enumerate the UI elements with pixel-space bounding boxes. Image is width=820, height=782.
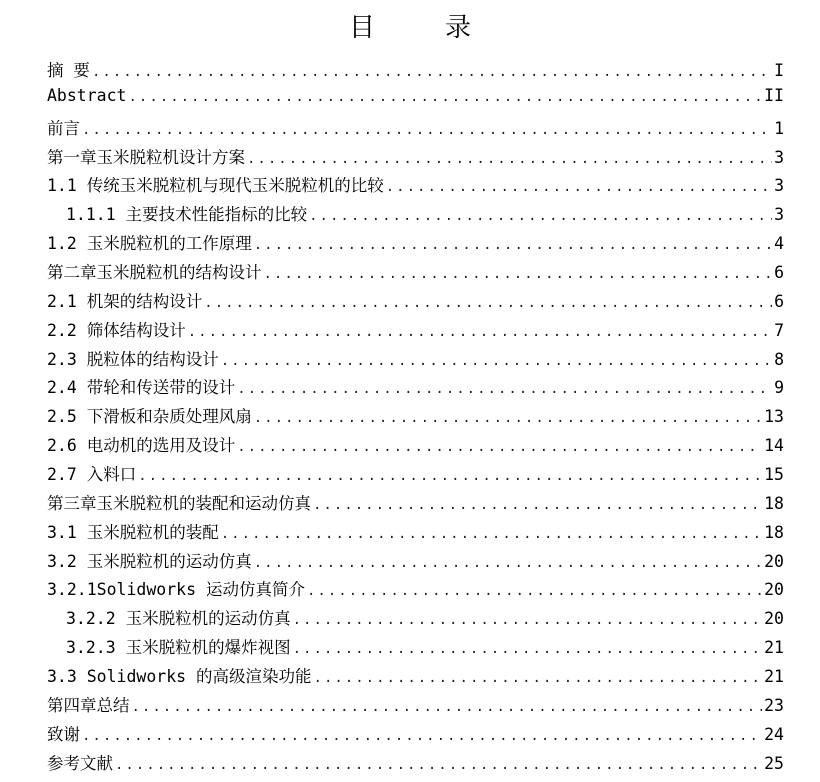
toc-entry-page: 20 <box>764 551 784 571</box>
toc-leader-dots <box>309 208 772 224</box>
toc-entry-label: 2.7 入料口 <box>47 465 137 485</box>
toc-entry-label: 1.1 传统玉米脱粒机与现代玉米脱粒机的比较 <box>47 176 384 196</box>
toc-leader-dots <box>132 699 763 715</box>
toc-leader-dots <box>314 670 763 686</box>
toc-leader-dots <box>254 555 762 571</box>
toc-entry-page: 7 <box>774 320 784 340</box>
toc-leader-dots <box>221 353 772 369</box>
toc-entry[interactable] <box>47 259 784 288</box>
toc-leader-dots <box>237 439 762 455</box>
toc-entry[interactable] <box>47 634 784 663</box>
toc-entry[interactable] <box>47 115 784 144</box>
toc-entry-page: 9 <box>774 378 784 398</box>
toc-entry[interactable] <box>47 548 784 577</box>
toc-entry-page: 25 <box>764 753 784 773</box>
toc-leader-dots <box>188 324 772 340</box>
toc-entry-label: 3.2.1Solidworks 运动仿真简介 <box>47 580 305 600</box>
toc-entry-page: 4 <box>774 234 784 254</box>
toc-entry-label: 1.1.1 主要技术性能指标的比较 <box>66 205 308 225</box>
toc-entry-label: 第一章玉米脱粒机设计方案 <box>47 147 245 167</box>
toc-leader-dots <box>237 381 772 397</box>
toc-entry[interactable] <box>47 721 784 750</box>
toc-entry[interactable] <box>47 461 784 490</box>
toc-entry[interactable] <box>47 605 784 634</box>
toc-entry-label: 2.3 脱粒体的结构设计 <box>47 349 219 369</box>
toc-entry-label: 3.2.3 玉米脱粒机的爆炸视图 <box>66 638 291 658</box>
toc-entry[interactable] <box>47 144 784 173</box>
toc-entry[interactable] <box>47 490 784 519</box>
toc-leader-dots <box>254 237 772 253</box>
toc-entry[interactable] <box>47 663 784 692</box>
toc-entry[interactable] <box>47 374 784 403</box>
toc-entry-page: 18 <box>764 522 784 542</box>
toc-entry-page: 6 <box>774 263 784 283</box>
toc-entry-label: 2.2 筛体结构设计 <box>47 320 186 340</box>
toc-leader-dots <box>254 410 762 426</box>
toc-entry-page: 6 <box>774 291 784 311</box>
toc-entry-label: 前言 <box>47 118 80 138</box>
toc-entry-page: 24 <box>764 724 784 744</box>
toc-leader-dots <box>386 179 772 195</box>
toc-leader-dots <box>82 122 772 138</box>
toc-entry[interactable] <box>47 86 784 115</box>
toc-entry[interactable] <box>47 576 784 605</box>
toc-entry-label: 3.1 玉米脱粒机的装配 <box>47 522 219 542</box>
toc-leader-dots <box>204 295 772 311</box>
toc-entry-page: 15 <box>764 465 784 485</box>
toc-entry-label: 第三章玉米脱粒机的装配和运动仿真 <box>47 493 311 513</box>
toc-leader-dots <box>92 64 772 80</box>
toc-entry-page: 21 <box>764 638 784 658</box>
toc-leader-dots <box>307 583 762 599</box>
toc-entry-label: 第二章玉米脱粒机的结构设计 <box>47 263 262 283</box>
toc-entry-page: 18 <box>764 493 784 513</box>
toc-leader-dots <box>115 757 762 773</box>
toc-leader-dots <box>247 151 772 167</box>
toc-entry-label: Abstract <box>47 85 127 105</box>
toc-entry[interactable] <box>47 403 784 432</box>
page-title: 目 录 <box>348 13 493 43</box>
table-of-contents <box>47 57 784 778</box>
toc-entry-page: I <box>774 61 784 80</box>
toc-entry-page: 3 <box>774 147 784 167</box>
toc-entry-label: 参考文献 <box>47 753 113 773</box>
toc-entry-page: 21 <box>764 667 784 687</box>
toc-entry-page: 13 <box>764 407 784 427</box>
toc-leader-dots <box>293 641 763 657</box>
toc-entry-page: 23 <box>764 695 784 715</box>
toc-entry-label: 2.1 机架的结构设计 <box>47 291 203 311</box>
toc-leader-dots <box>313 497 762 513</box>
toc-entry-page: 3 <box>774 176 784 196</box>
toc-entry[interactable] <box>47 288 784 317</box>
toc-entry-label: 2.6 电动机的选用及设计 <box>47 436 236 456</box>
toc-entry[interactable] <box>47 346 784 375</box>
toc-entry-label: 1.2 玉米脱粒机的工作原理 <box>47 234 252 254</box>
toc-entry-page: 20 <box>764 580 784 600</box>
toc-entry-label: 3.2 玉米脱粒机的运动仿真 <box>47 551 252 571</box>
toc-entry[interactable] <box>47 750 784 779</box>
toc-entry-page: 14 <box>764 436 784 456</box>
toc-entry[interactable] <box>47 692 784 721</box>
toc-entry[interactable] <box>47 432 784 461</box>
toc-entry[interactable] <box>47 317 784 346</box>
toc-leader-dots <box>82 728 762 744</box>
toc-entry-page: 1 <box>774 118 784 138</box>
toc-entry-label: 致谢 <box>47 724 80 744</box>
toc-entry-label: 摘 要 <box>47 61 90 80</box>
toc-leader-dots <box>221 526 762 542</box>
toc-leader-dots <box>293 612 763 628</box>
toc-entry-label: 3.3 Solidworks 的高级渲染功能 <box>47 667 312 687</box>
toc-entry[interactable] <box>47 519 784 548</box>
toc-entry[interactable] <box>47 172 784 201</box>
toc-entry-page: II <box>764 85 784 105</box>
toc-entry-label: 3.2.2 玉米脱粒机的运动仿真 <box>66 609 291 629</box>
toc-entry[interactable] <box>47 201 784 230</box>
toc-entry-page: 3 <box>774 205 784 225</box>
toc-entry-label: 2.5 下滑板和杂质处理风扇 <box>47 407 252 427</box>
toc-entry[interactable] <box>47 230 784 259</box>
toc-entry[interactable] <box>47 57 784 86</box>
toc-leader-dots <box>264 266 773 282</box>
toc-entry-label: 2.4 带轮和传送带的设计 <box>47 378 236 398</box>
toc-entry-page: 8 <box>774 349 784 369</box>
toc-entry-label: 第四章总结 <box>47 695 130 715</box>
toc-entry-page: 20 <box>764 609 784 629</box>
toc-leader-dots <box>138 468 762 484</box>
toc-leader-dots <box>128 89 762 105</box>
